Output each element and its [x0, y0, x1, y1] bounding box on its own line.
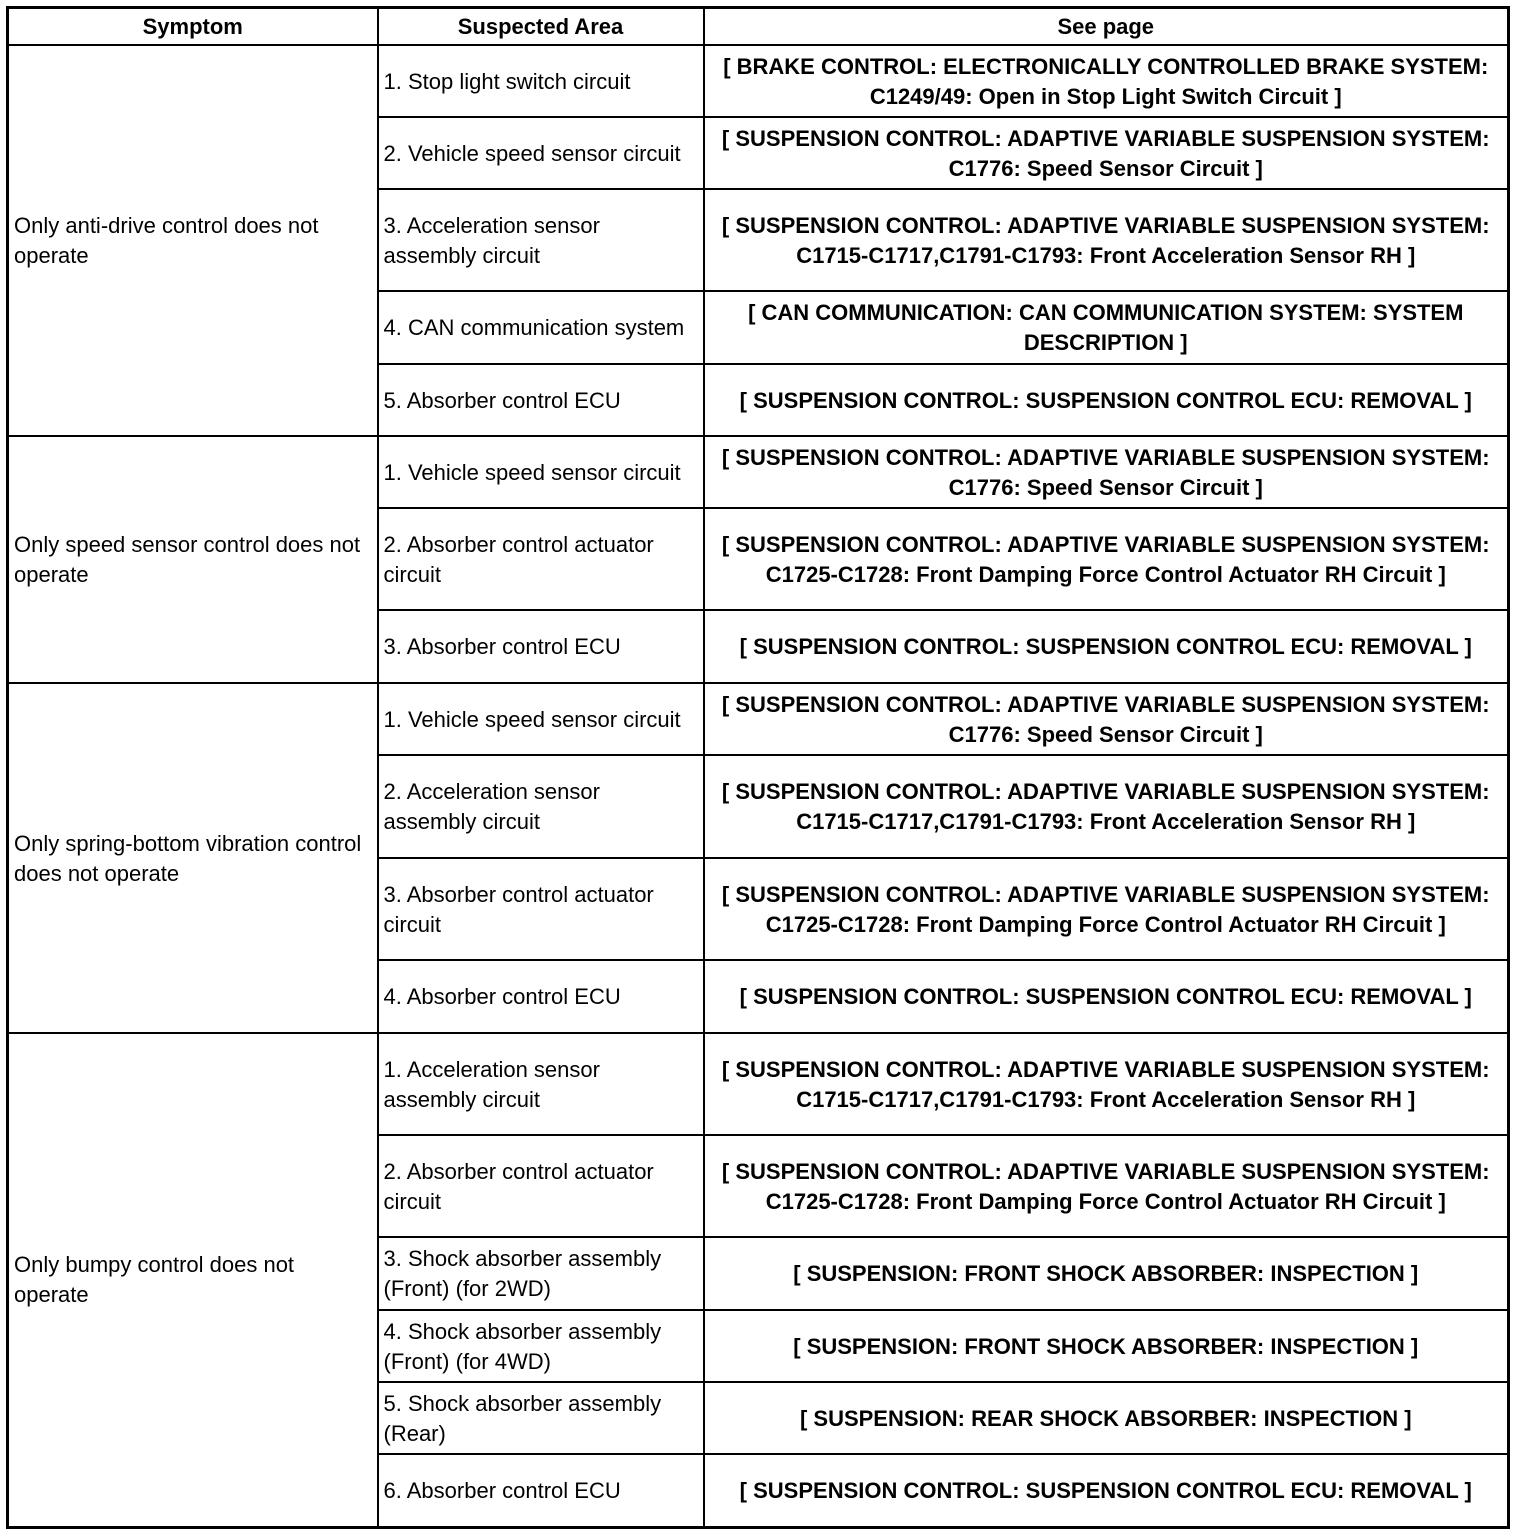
see-page-reference-link[interactable]: [ SUSPENSION CONTROL: SUSPENSION CONTROL ECU: REMOVAL ]	[704, 364, 1509, 436]
see-page-reference-link[interactable]: [ BRAKE CONTROL: ELECTRONICALLY CONTROLLED BRAKE SYSTEM: C1249/49: Open in Stop Light Switch Circuit ]	[704, 45, 1509, 117]
suspected-area-cell: 4. Absorber control ECU	[378, 960, 704, 1033]
see-page-reference-link[interactable]: [ SUSPENSION CONTROL: ADAPTIVE VARIABLE SUSPENSION SYSTEM: C1715-C1717,C1791-C1793: Front Acceleration Sensor RH ]	[704, 189, 1509, 291]
see-page-reference-link[interactable]: [ SUSPENSION CONTROL: SUSPENSION CONTROL ECU: REMOVAL ]	[704, 960, 1509, 1033]
see-page-reference-link[interactable]: [ SUSPENSION CONTROL: ADAPTIVE VARIABLE SUSPENSION SYSTEM: C1776: Speed Sensor Circuit ]	[704, 117, 1509, 189]
suspected-area-cell: 1. Vehicle speed sensor circuit	[378, 683, 704, 755]
see-page-reference-link[interactable]: [ SUSPENSION: FRONT SHOCK ABSORBER: INSPECTION ]	[704, 1237, 1509, 1310]
suspected-area-cell: 3. Acceleration sensor assembly circuit	[378, 189, 704, 291]
suspected-area-cell: 3. Shock absorber assembly (Front) (for 2WD)	[378, 1237, 704, 1310]
table-body	[8, 45, 1509, 1527]
table-row	[8, 45, 1509, 117]
see-page-reference-link[interactable]: [ SUSPENSION: FRONT SHOCK ABSORBER: INSPECTION ]	[704, 1310, 1509, 1382]
suspected-area-cell: 1. Vehicle speed sensor circuit	[378, 436, 704, 508]
header-row	[8, 8, 1509, 46]
suspected-area-cell: 3. Absorber control ECU	[378, 610, 704, 683]
suspected-area-cell: 4. CAN communication system	[378, 291, 704, 364]
suspected-area-cell: 2. Acceleration sensor assembly circuit	[378, 755, 704, 858]
see-page-reference-link[interactable]: [ SUSPENSION CONTROL: SUSPENSION CONTROL ECU: REMOVAL ]	[704, 1454, 1509, 1527]
see-page-reference-link[interactable]: [ SUSPENSION CONTROL: ADAPTIVE VARIABLE SUSPENSION SYSTEM: C1725-C1728: Front Damping Force Control Actuator RH Circuit ]	[704, 1135, 1509, 1237]
suspected-area-cell: 2. Absorber control actuator circuit	[378, 1135, 704, 1237]
header-symptom: Symptom	[8, 8, 378, 46]
see-page-reference-link[interactable]: [ SUSPENSION CONTROL: ADAPTIVE VARIABLE SUSPENSION SYSTEM: C1715-C1717,C1791-C1793: Front Acceleration Sensor RH ]	[704, 755, 1509, 858]
symptom-cell: Only speed sensor control does not operate	[8, 436, 378, 683]
symptom-cell: Only spring-bottom vibration control does not operate	[8, 683, 378, 1033]
table-row	[8, 683, 1509, 755]
table-row	[8, 1033, 1509, 1135]
suspected-area-cell: 2. Absorber control actuator circuit	[378, 508, 704, 610]
symptom-cell: Only bumpy control does not operate	[8, 1033, 378, 1527]
see-page-reference-link[interactable]: [ SUSPENSION CONTROL: ADAPTIVE VARIABLE SUSPENSION SYSTEM: C1725-C1728: Front Damping Force Control Actuator RH Circuit ]	[704, 508, 1509, 610]
suspected-area-cell: 4. Shock absorber assembly (Front) (for 4WD)	[378, 1310, 704, 1382]
suspected-area-cell: 1. Acceleration sensor assembly circuit	[378, 1033, 704, 1135]
suspected-area-cell: 3. Absorber control actuator circuit	[378, 858, 704, 960]
header-suspected-area: Suspected Area	[378, 8, 704, 46]
suspected-area-cell: 5. Shock absorber assembly (Rear)	[378, 1382, 704, 1454]
symptom-cell: Only anti-drive control does not operate	[8, 45, 378, 436]
see-page-reference-link[interactable]: [ SUSPENSION CONTROL: ADAPTIVE VARIABLE SUSPENSION SYSTEM: C1715-C1717,C1791-C1793: Front Acceleration Sensor RH ]	[704, 1033, 1509, 1135]
suspected-area-cell: 1. Stop light switch circuit	[378, 45, 704, 117]
header-see-page: See page	[704, 8, 1509, 46]
suspected-area-cell: 6. Absorber control ECU	[378, 1454, 704, 1527]
see-page-reference-link[interactable]: [ SUSPENSION CONTROL: ADAPTIVE VARIABLE SUSPENSION SYSTEM: C1725-C1728: Front Damping Force Control Actuator RH Circuit ]	[704, 858, 1509, 960]
see-page-reference-link[interactable]: [ SUSPENSION CONTROL: ADAPTIVE VARIABLE SUSPENSION SYSTEM: C1776: Speed Sensor Circuit ]	[704, 683, 1509, 755]
suspected-area-cell: 5. Absorber control ECU	[378, 364, 704, 436]
suspected-area-cell: 2. Vehicle speed sensor circuit	[378, 117, 704, 189]
see-page-reference-link[interactable]: [ CAN COMMUNICATION: CAN COMMUNICATION SYSTEM: SYSTEM DESCRIPTION ]	[704, 291, 1509, 364]
see-page-reference-link[interactable]: [ SUSPENSION CONTROL: SUSPENSION CONTROL ECU: REMOVAL ]	[704, 610, 1509, 683]
table-row	[8, 436, 1509, 508]
see-page-reference-link[interactable]: [ SUSPENSION: REAR SHOCK ABSORBER: INSPECTION ]	[704, 1382, 1509, 1454]
see-page-reference-link[interactable]: [ SUSPENSION CONTROL: ADAPTIVE VARIABLE SUSPENSION SYSTEM: C1776: Speed Sensor Circuit ]	[704, 436, 1509, 508]
problem-symptoms-table	[6, 6, 1510, 1529]
